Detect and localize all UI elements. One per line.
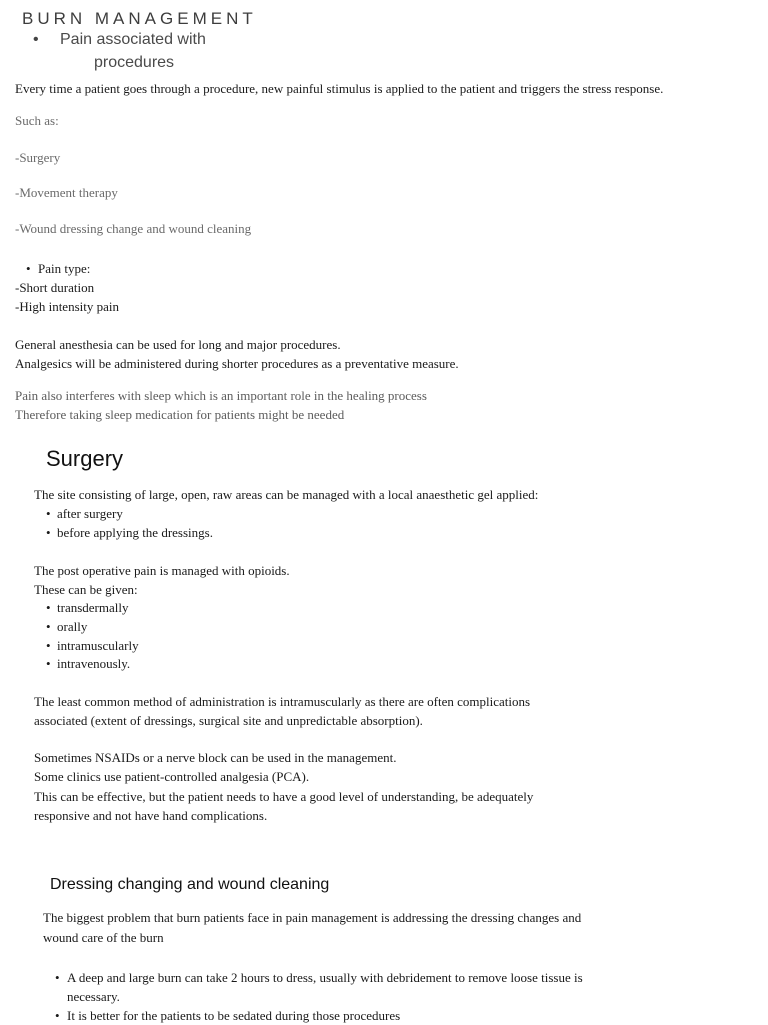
list-bullet: • bbox=[46, 638, 51, 653]
route-item: intravenously. bbox=[57, 656, 131, 671]
example-item: -Wound dressing change and wound cleaning bbox=[15, 221, 252, 236]
section-heading-line1: Pain associated with bbox=[60, 31, 206, 48]
list-bullet: • bbox=[55, 1008, 60, 1023]
postop-line: These can be given: bbox=[34, 582, 138, 597]
list-bullet: • bbox=[46, 656, 51, 671]
pain-type-item: -High intensity pain bbox=[15, 299, 119, 314]
least-common-line: associated (extent of dressings, surgical site and unpredictable absorption). bbox=[34, 713, 423, 728]
anesthesia-line: General anesthesia can be used for long and major procedures. bbox=[15, 337, 341, 352]
route-item: transdermally bbox=[57, 600, 129, 615]
dressing-bullet-line: A deep and large burn can take 2 hours to dress, usually with debridement to remove loose tissue is bbox=[67, 970, 583, 985]
section-heading-line2: procedures bbox=[94, 54, 175, 71]
example-item: -Surgery bbox=[15, 150, 61, 165]
route-item: orally bbox=[57, 619, 88, 634]
nsaids-line: responsive and not have hand complications. bbox=[34, 808, 268, 823]
gel-item: before applying the dressings. bbox=[57, 525, 213, 540]
least-common-line: The least common method of administration is intramuscularly as there are often complications bbox=[34, 694, 531, 709]
list-bullet: • bbox=[46, 506, 51, 521]
such-as-label: Such as: bbox=[15, 113, 59, 128]
gel-item: after surgery bbox=[57, 506, 123, 521]
list-bullet: • bbox=[46, 619, 51, 634]
nsaids-line: Sometimes NSAIDs or a nerve block can be used in the management. bbox=[34, 750, 397, 765]
pain-type-bullet: • bbox=[26, 261, 31, 276]
postop-line: The post operative pain is managed with opioids. bbox=[34, 563, 290, 578]
intro-paragraph: Every time a patient goes through a procedure, new painful stimulus is applied to the patient and triggers the stress response. bbox=[15, 81, 664, 96]
document-title: BURN MANAGEMENT bbox=[22, 9, 257, 28]
route-item: intramuscularly bbox=[57, 638, 139, 653]
anesthesia-line: Analgesics will be administered during shorter procedures as a preventative measure. bbox=[15, 356, 459, 371]
pain-type-label: Pain type: bbox=[38, 261, 91, 276]
pain-type-item: -Short duration bbox=[15, 280, 95, 295]
list-bullet: • bbox=[46, 600, 51, 615]
dressing-bullet-line: necessary. bbox=[67, 989, 120, 1004]
dressing-intro-line: wound care of the burn bbox=[43, 930, 164, 945]
list-bullet: • bbox=[46, 525, 51, 540]
nsaids-line: Some clinics use patient-controlled analgesia (PCA). bbox=[34, 769, 310, 784]
section-bullet: • bbox=[33, 31, 39, 48]
list-bullet: • bbox=[55, 970, 60, 985]
dressing-heading: Dressing changing and wound cleaning bbox=[50, 876, 330, 893]
dressing-intro-line: The biggest problem that burn patients face in pain management is addressing the dressing changes and bbox=[43, 910, 582, 925]
sleep-line: Therefore taking sleep medication for patients might be needed bbox=[15, 407, 345, 422]
gel-intro: The site consisting of large, open, raw areas can be managed with a local anaesthetic gel applied: bbox=[34, 487, 539, 502]
sleep-line: Pain also interferes with sleep which is an important role in the healing process bbox=[15, 388, 427, 403]
dressing-bullet-line: It is better for the patients to be sedated during those procedures bbox=[67, 1008, 401, 1023]
surgery-heading: Surgery bbox=[46, 446, 124, 471]
nsaids-line: This can be effective, but the patient needs to have a good level of understanding, be adequately bbox=[34, 789, 534, 804]
example-item: -Movement therapy bbox=[15, 185, 118, 200]
